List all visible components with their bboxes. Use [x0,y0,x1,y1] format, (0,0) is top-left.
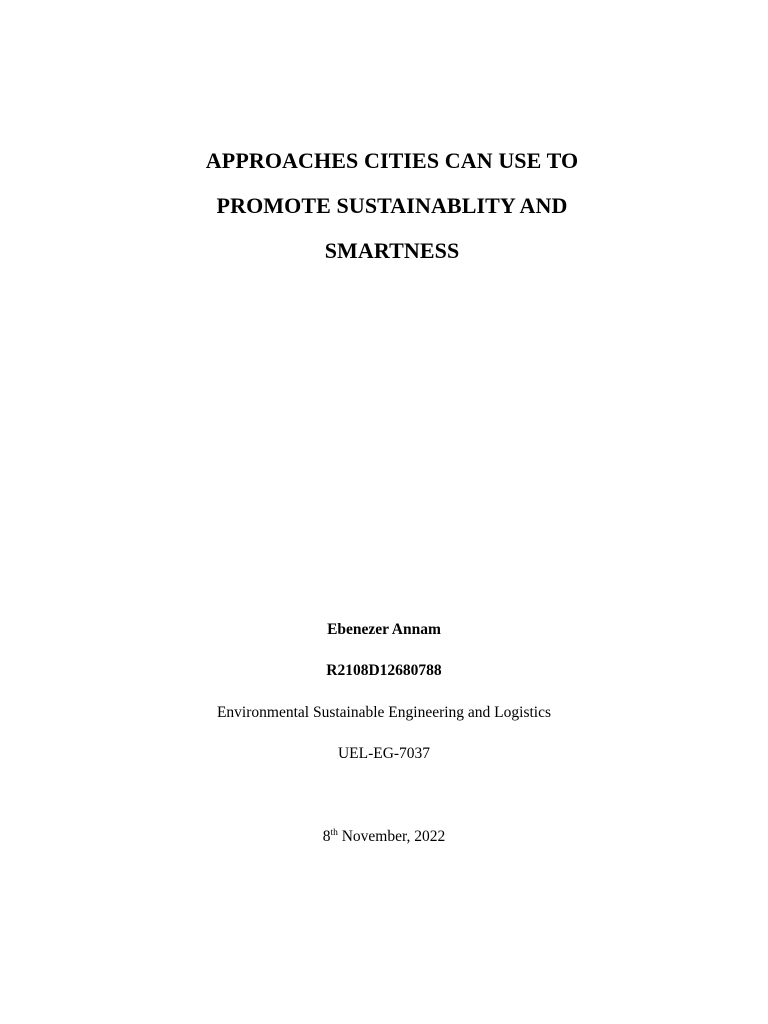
course-name: Environmental Sustainable Engineering and Logistics [216,704,552,721]
title-line-3: SMARTNESS [324,238,460,263]
date-day: 8 [322,828,331,845]
date-month-year: November, 2022 [337,828,446,845]
document-title [0,138,768,273]
title-line-1: APPROACHES CITIES CAN USE TO [205,148,579,173]
date-ordinal-suffix: th [330,828,338,838]
course-code: UEL-EG-7037 [337,745,431,762]
title-line-2: PROMOTE SUSTAINABLITY AND [216,193,568,218]
submission-date [0,828,768,846]
student-id: R2108D12680788 [326,662,442,679]
author-name: Ebenezer Annam [327,621,441,638]
